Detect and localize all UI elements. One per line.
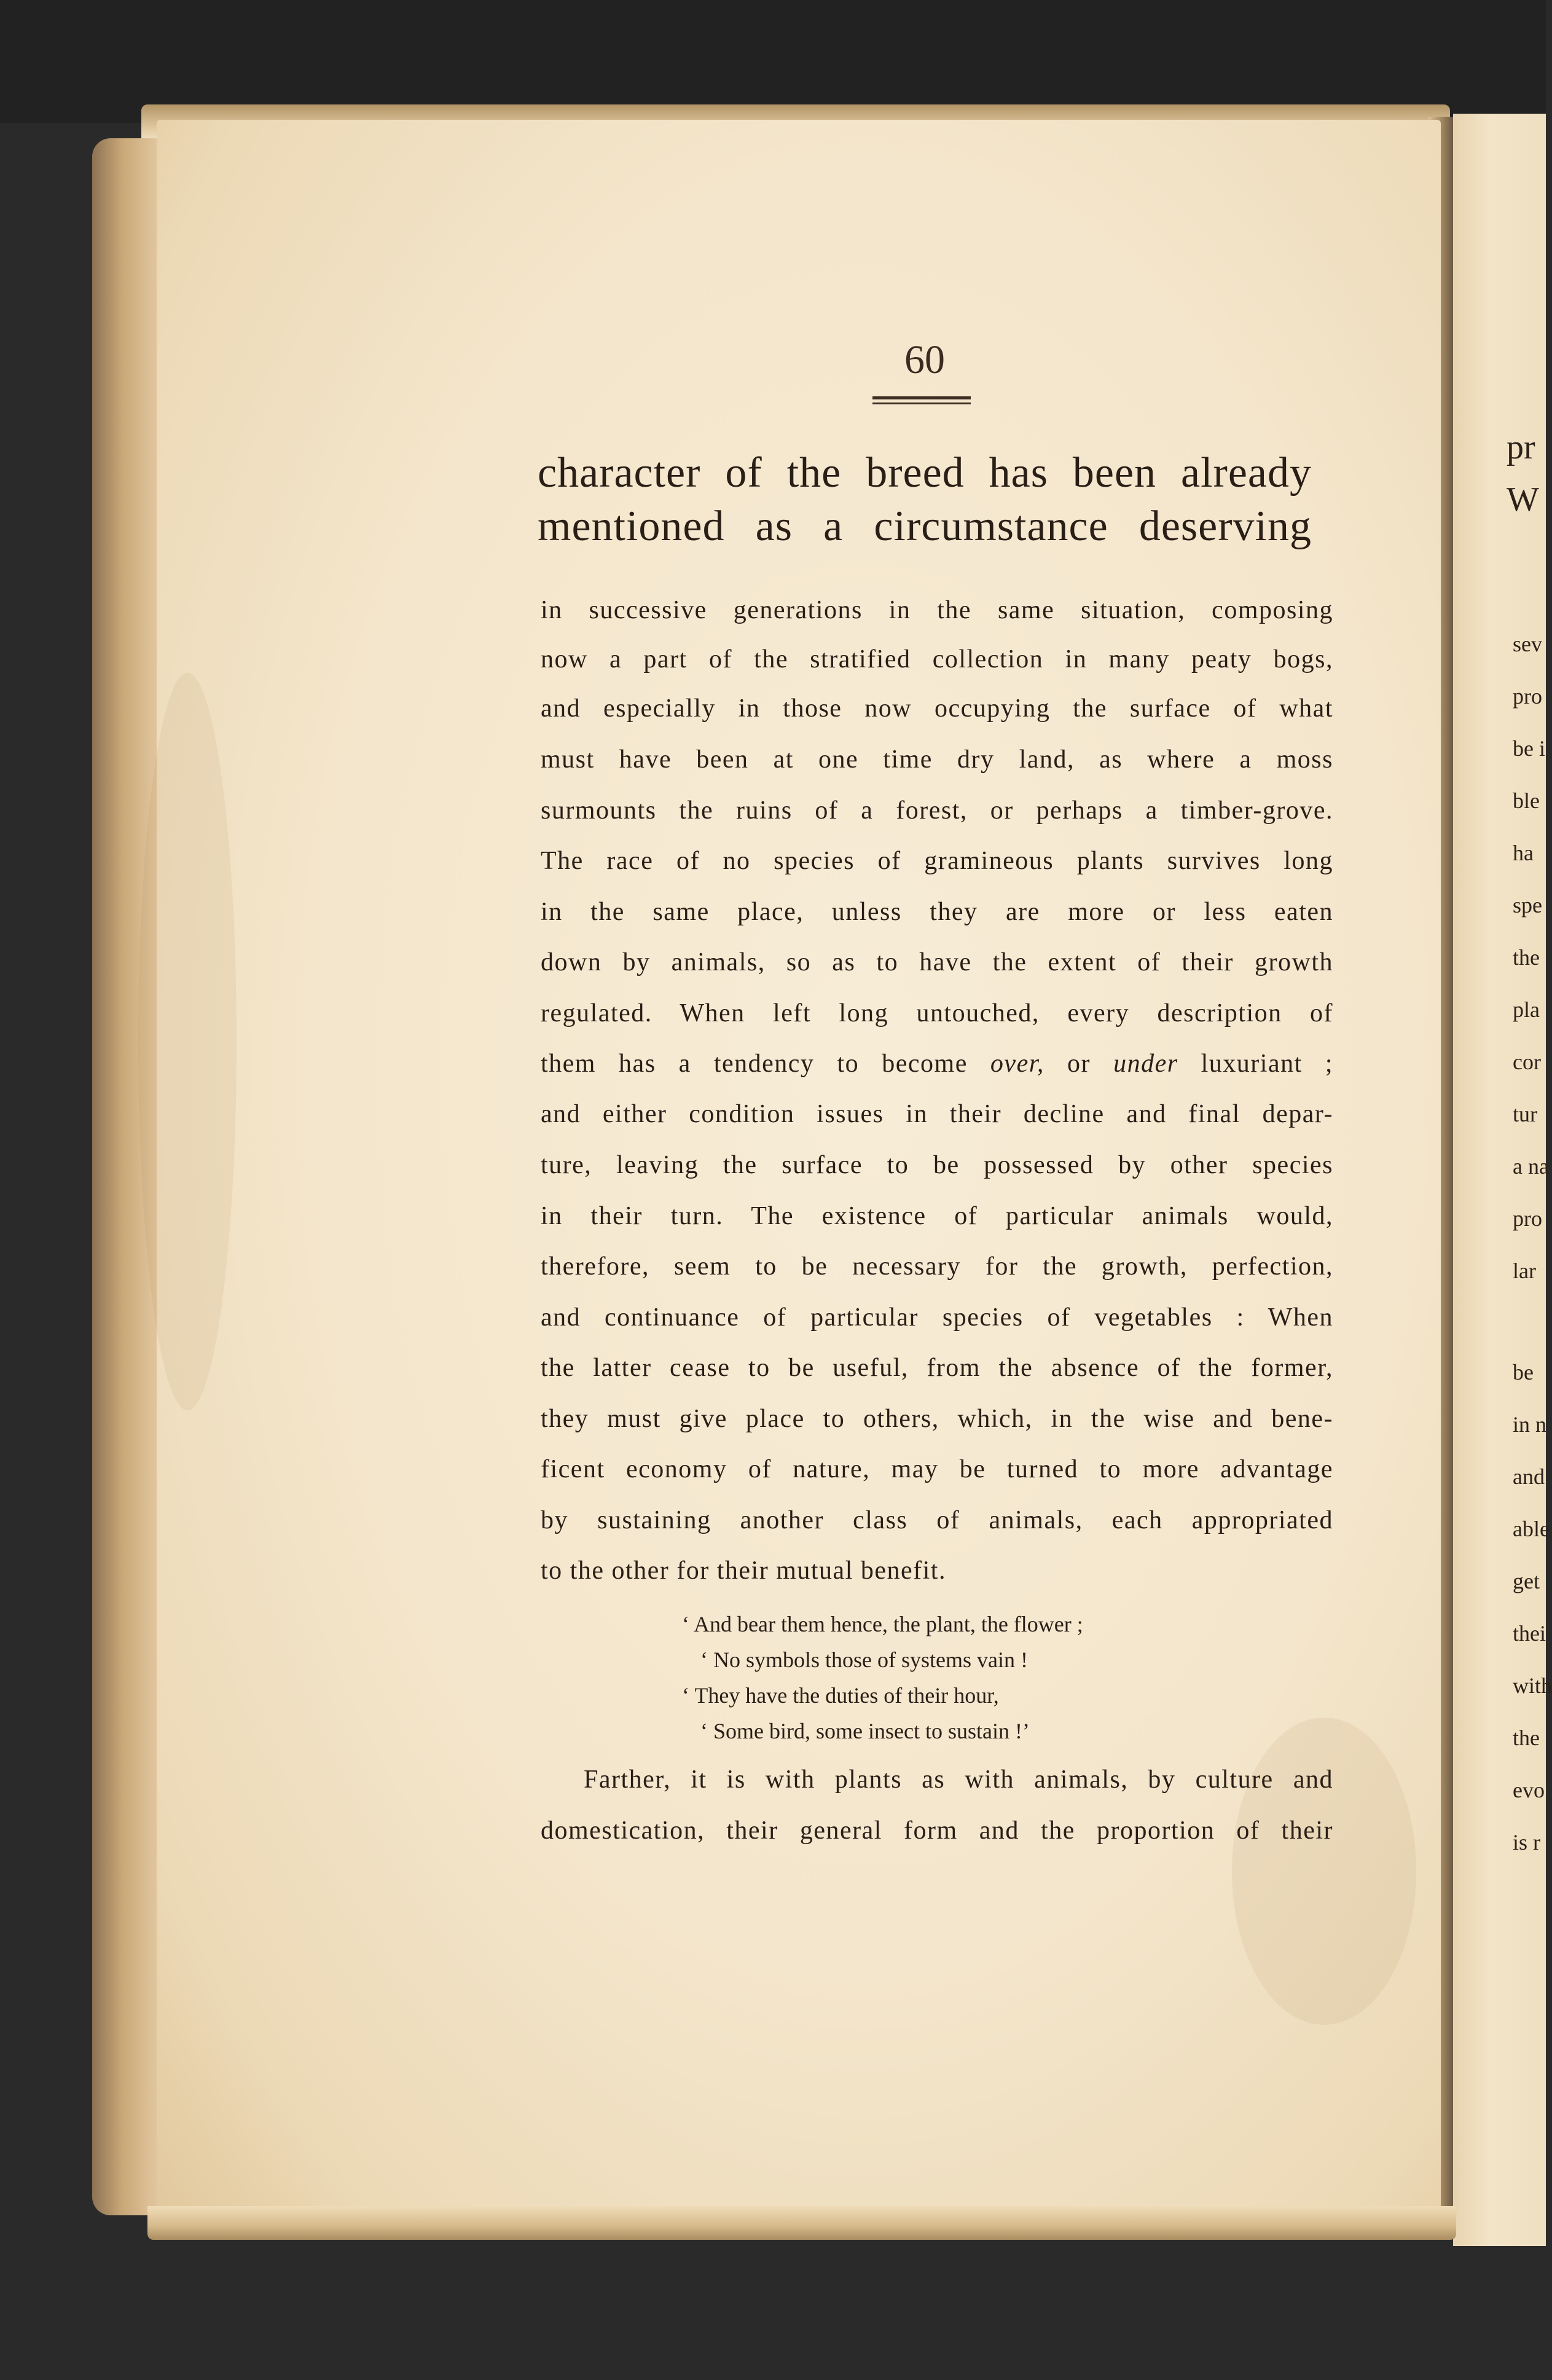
body-line: they must give place to others, which, in the wise and bene- <box>541 1405 1333 1433</box>
verse-line: ‘ And bear them hence, the plant, the flower ; <box>682 1612 1083 1636</box>
paper-stain <box>138 673 237 1410</box>
body-line: therefore, seem to be necessary for the growth, perfection, <box>541 1252 1333 1281</box>
body-line: by sustaining another class of animals, each appropriated <box>541 1506 1333 1534</box>
facing-fragment: W <box>1507 481 1539 519</box>
header-rule <box>872 396 971 399</box>
body-line: the latter cease to be useful, from the absence of the former, <box>541 1354 1333 1382</box>
facing-fragment: get <box>1513 1569 1540 1593</box>
facing-fragment: thei <box>1513 1621 1546 1646</box>
header-rule <box>872 403 971 404</box>
body-line: to the other for their mutual benefit. <box>541 1557 946 1585</box>
facing-fragment: pro <box>1513 684 1542 709</box>
page-edge-bottom <box>147 2206 1456 2240</box>
facing-fragment: spe <box>1513 893 1542 917</box>
body-line: and either condition issues in their decline and final depar- <box>541 1100 1333 1128</box>
closing-line: domestication, their general form and the proportion of their <box>541 1816 1333 1845</box>
facing-fragment: in n <box>1513 1412 1547 1437</box>
closing-line: Farther, it is with plants as with animals, by culture and <box>584 1765 1333 1794</box>
verse-line: ‘ They have the duties of their hour, <box>682 1683 999 1708</box>
body-line-italic <box>541 1051 1333 1077</box>
body-line: and especially in those now occupying the surface of what <box>541 694 1333 723</box>
facing-fragment: ha <box>1513 841 1534 865</box>
facing-fragment: ble <box>1513 788 1540 813</box>
facing-fragment: tur <box>1513 1102 1537 1126</box>
body-line: now a part of the stratified collection in many peaty bogs, <box>541 645 1333 674</box>
facing-fragment: be i <box>1513 736 1545 761</box>
body-line: in the same place, unless they are more or less eaten <box>541 898 1333 926</box>
verse-line: ‘ No symbols those of systems vain ! <box>700 1648 1028 1672</box>
body-line: surmounts the ruins of a forest, or perhaps a timber-grove. <box>541 796 1333 825</box>
body-line-start: them has a tendency to become <box>541 1050 968 1078</box>
facing-fragment: with <box>1513 1673 1552 1698</box>
paper-stain <box>1232 1718 1416 2025</box>
facing-fragment: cor <box>1513 1050 1541 1074</box>
body-line: in successive generations in the same situation, composing <box>541 596 1333 624</box>
facing-fragment: lar <box>1513 1259 1536 1283</box>
body-word: or <box>1067 1050 1091 1078</box>
verse-line: ‘ Some bird, some insect to sustain !’ <box>700 1719 1030 1743</box>
facing-fragment: a na <box>1513 1154 1549 1179</box>
heading-line: character of the breed has been already <box>538 449 1312 497</box>
body-line: regulated. When left long untouched, every description of <box>541 999 1333 1027</box>
facing-fragment: the <box>1513 945 1540 970</box>
facing-fragment: evo <box>1513 1778 1545 1802</box>
body-line: and continuance of particular species of vegetables : When <box>541 1303 1333 1332</box>
facing-fragment: pla <box>1513 997 1540 1022</box>
facing-fragment: and <box>1513 1464 1545 1489</box>
body-line: in their turn. The existence of particular animals would, <box>541 1202 1333 1230</box>
facing-fragment: able <box>1513 1517 1550 1541</box>
body-word: luxuriant ; <box>1201 1050 1334 1078</box>
facing-fragment: is r <box>1513 1830 1540 1855</box>
facing-fragment: pro <box>1513 1206 1542 1231</box>
italic-word-over: over, <box>990 1050 1044 1078</box>
body-line: must have been at one time dry land, as where a moss <box>541 745 1333 774</box>
body-line: down by animals, so as to have the extent of their growth <box>541 948 1333 976</box>
page-number: 60 <box>904 337 945 382</box>
heading-line: mentioned as a circumstance deserving <box>538 503 1312 550</box>
body-line: The race of no species of gramineous plants survives long <box>541 847 1333 875</box>
facing-fragment: be <box>1513 1360 1534 1384</box>
facing-fragment: the <box>1513 1726 1540 1750</box>
body-line: ture, leaving the surface to be possessed by other species <box>541 1151 1333 1179</box>
body-line: ficent economy of nature, may be turned to more advantage <box>541 1455 1333 1483</box>
facing-fragment: pr <box>1507 428 1535 466</box>
italic-word-under: under <box>1113 1050 1178 1078</box>
facing-fragment: sev <box>1513 632 1542 656</box>
